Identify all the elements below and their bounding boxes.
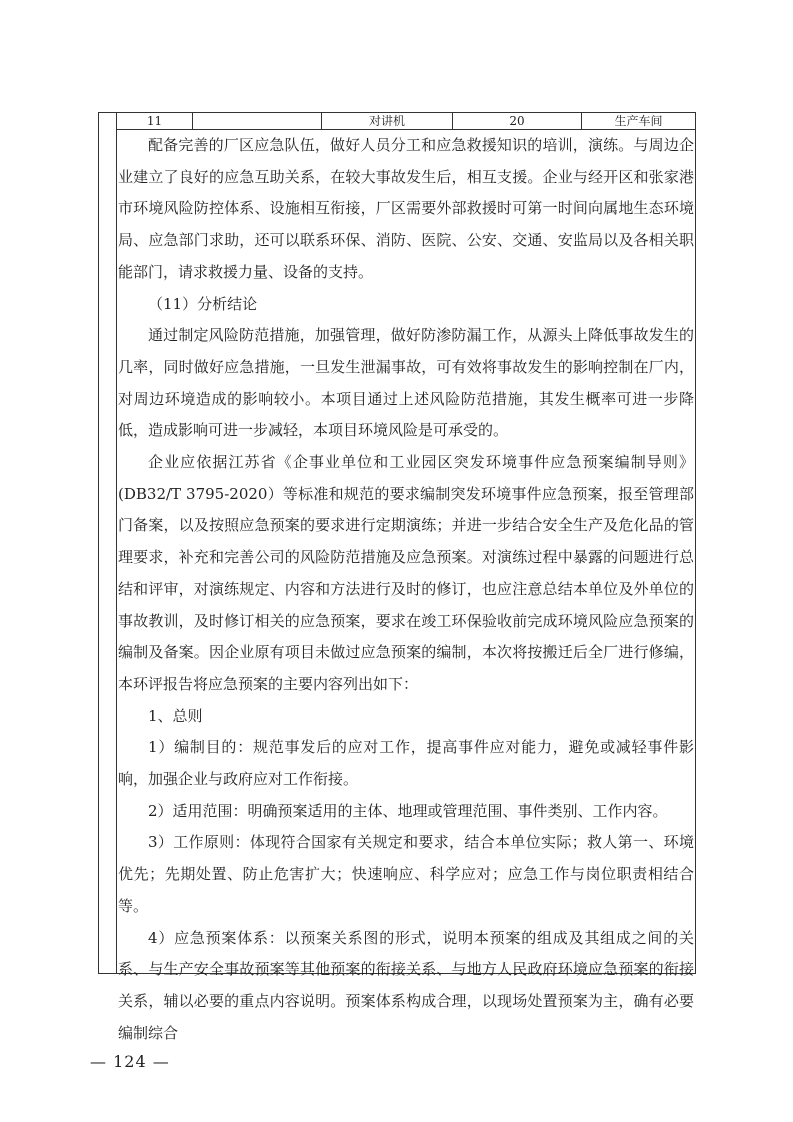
section-heading: 1、总则 — [148, 706, 203, 725]
cell-name: 对讲机 — [322, 113, 453, 130]
paragraph: 通过制定风险防范措施，加强管理，做好防渗防漏工作，从源头上降低事故发生的几率，同时做好应急措施，一旦发生泄漏事故，可有效将事故发生的影响控制在厂内，对周边环境造成的影响较小。本项目通过上述风险防范措施，其发生概率可进一步降低，造成影响可进一步减轻，本项目环境风险是可承受的。 — [118, 326, 694, 440]
section-heading: （11）分析结论 — [148, 294, 258, 313]
paragraph: 3）工作原则：体现符合国家有关规定和要求，结合本单位实际；救人第一、环境优先；先期处置、防止危害扩大；快速响应、科学应对；应急工作与岗位职责相结合等。 — [118, 833, 694, 915]
cell-blank — [193, 113, 322, 130]
paragraph: 2）适用范围：明确预案适用的主体、地理或管理范围、事件类别、工作内容。 — [148, 801, 668, 820]
paragraph: 企业应依据江苏省《企事业单位和工业园区突发环境事件应急预案编制导则》(DB32/T 3795-2020）等标准和规范的要求编制突发环境事件应急预案，报至管理部门备案，以及按照应急预案的要求进行定期演练；并进一步结合安全生产及危化品的管理要求，补充和完善公司的风险防范措施及应急预案。对演练过程中暴露的问题进行总结和评审，对演练规定、内容和方法进行及时的修订，也应注意总结本单位及外单位的事故教训，及时修订相关的应急预案，要求在竣工环保验收前完成环境风险应急预案的编制及备案。因企业原有项目未做过应急预案的编制，本次将按搬迁后全厂进行修编，本环评报告将应急预案的主要内容列出如下： — [118, 453, 694, 693]
paragraph: 1）编制目的：规范事发后的应对工作，提高事件应对能力，避免或减轻事件影响，加强企业与政府应对工作衔接。 — [118, 738, 694, 789]
table-row — [117, 113, 696, 130]
left-column-divider — [116, 112, 117, 974]
page-number: — 124 — — [90, 1052, 170, 1071]
cell-location: 生产车间 — [582, 113, 696, 130]
body-text — [118, 130, 694, 1049]
equipment-table — [116, 112, 696, 130]
cell-qty: 20 — [453, 113, 582, 130]
cell-no: 11 — [117, 113, 193, 130]
paragraph: 配备完善的厂区应急队伍，做好人员分工和应急救援知识的培训，演练。与周边企业建立了良好的应急互助关系，在较大事故发生后，相互支援。企业与经开区和张家港市环境风险防控体系、设施相互衔接，厂区需要外部救援时可第一时间向属地生态环境局、应急部门求助，还可以联系环保、消防、医院、公安、交通、安监局以及各相关职能部门，请求救援力量、设备的支持。 — [118, 136, 694, 281]
paragraph: 4）应急预案体系：以预案关系图的形式，说明本预案的组成及其组成之间的关系、与生产安全事故预案等其他预案的衔接关系、与地方人民政府环境应急预案的衔接关系，辅以必要的重点内容说明。预案体系构成合理，以现场处置预案为主，确有必要编制综合 — [118, 928, 694, 1042]
